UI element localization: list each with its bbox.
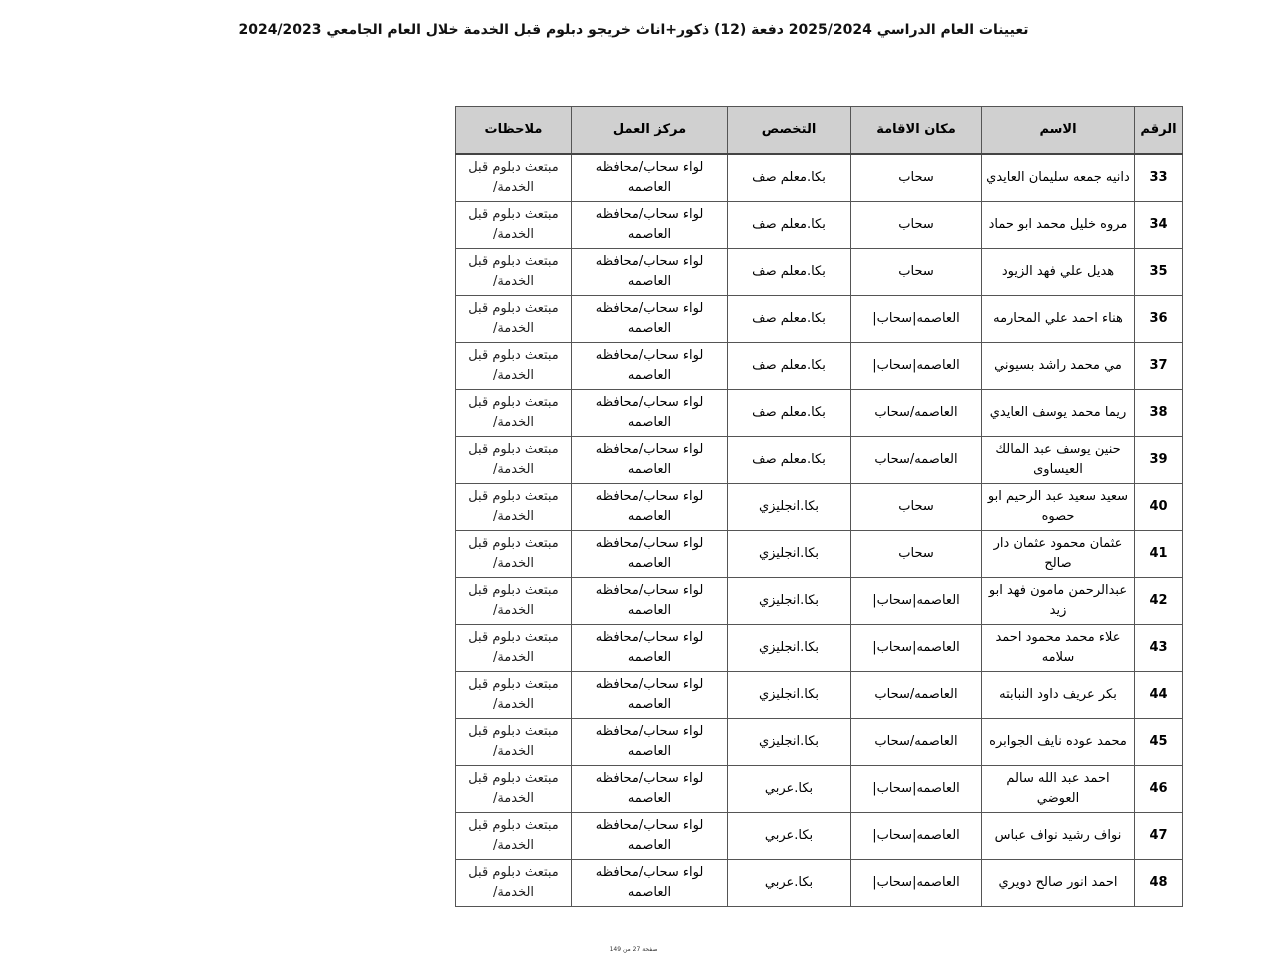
table-row <box>456 201 1183 248</box>
cell-residence: العاصمه|سحاب| <box>851 812 982 859</box>
cell-residence: العاصمه/سحاب <box>851 718 982 765</box>
cell-residence: سحاب <box>851 201 982 248</box>
cell-name: هناء احمد علي المحارمه <box>982 295 1135 342</box>
cell-notes: مبتعث دبلوم قبل الخدمة/ <box>456 812 572 859</box>
cell-specialty: بكا.انجليزي <box>728 483 851 530</box>
cell-notes: مبتعث دبلوم قبل الخدمة/ <box>456 577 572 624</box>
cell-specialty: بكا.معلم صف <box>728 295 851 342</box>
cell-notes: مبتعث دبلوم قبل الخدمة/ <box>456 859 572 906</box>
cell-specialty: بكا.معلم صف <box>728 154 851 201</box>
cell-notes: مبتعث دبلوم قبل الخدمة/ <box>456 295 572 342</box>
cell-specialty: بكا.معلم صف <box>728 201 851 248</box>
cell-notes: مبتعث دبلوم قبل الخدمة/ <box>456 436 572 483</box>
cell-workplace: لواء سحاب/محافظه العاصمه <box>572 812 728 859</box>
cell-workplace: لواء سحاب/محافظه العاصمه <box>572 201 728 248</box>
cell-workplace: لواء سحاب/محافظه العاصمه <box>572 295 728 342</box>
cell-specialty: بكا.عربي <box>728 812 851 859</box>
cell-residence: العاصمه|سحاب| <box>851 577 982 624</box>
cell-name: ريما محمد يوسف العايدي <box>982 389 1135 436</box>
cell-name: هديل علي فهد الزيود <box>982 248 1135 295</box>
cell-notes: مبتعث دبلوم قبل الخدمة/ <box>456 342 572 389</box>
cell-residence: العاصمه|سحاب| <box>851 624 982 671</box>
cell-specialty: بكا.معلم صف <box>728 389 851 436</box>
cell-workplace: لواء سحاب/محافظه العاصمه <box>572 718 728 765</box>
cell-notes: مبتعث دبلوم قبل الخدمة/ <box>456 248 572 295</box>
cell-name: عبدالرحمن مامون فهد ابو زيد <box>982 577 1135 624</box>
cell-num: 34 <box>1135 201 1183 248</box>
table-row <box>456 483 1183 530</box>
cell-workplace: لواء سحاب/محافظه العاصمه <box>572 859 728 906</box>
cell-notes: مبتعث دبلوم قبل الخدمة/ <box>456 765 572 812</box>
cell-specialty: بكا.انجليزي <box>728 530 851 577</box>
cell-name: عثمان محمود عثمان دار صالح <box>982 530 1135 577</box>
cell-name: بكر عريف داود النبابته <box>982 671 1135 718</box>
cell-notes: مبتعث دبلوم قبل الخدمة/ <box>456 671 572 718</box>
table-row <box>456 812 1183 859</box>
cell-workplace: لواء سحاب/محافظه العاصمه <box>572 436 728 483</box>
cell-specialty: بكا.عربي <box>728 859 851 906</box>
cell-workplace: لواء سحاب/محافظه العاصمه <box>572 154 728 201</box>
cell-residence: العاصمه|سحاب| <box>851 765 982 812</box>
cell-num: 40 <box>1135 483 1183 530</box>
cell-residence: العاصمه|سحاب| <box>851 342 982 389</box>
cell-name: احمد انور صالح دويري <box>982 859 1135 906</box>
cell-notes: مبتعث دبلوم قبل الخدمة/ <box>456 389 572 436</box>
cell-notes: مبتعث دبلوم قبل الخدمة/ <box>456 201 572 248</box>
cell-residence: سحاب <box>851 154 982 201</box>
cell-num: 47 <box>1135 812 1183 859</box>
cell-notes: مبتعث دبلوم قبل الخدمة/ <box>456 483 572 530</box>
cell-name: علاء محمد محمود احمد سلامه <box>982 624 1135 671</box>
cell-num: 39 <box>1135 436 1183 483</box>
table-row <box>456 248 1183 295</box>
cell-num: 33 <box>1135 154 1183 201</box>
cell-residence: العاصمه/سحاب <box>851 671 982 718</box>
table-row <box>456 530 1183 577</box>
cell-name: نواف رشيد نواف عباس <box>982 812 1135 859</box>
table-row <box>456 295 1183 342</box>
cell-specialty: بكا.معلم صف <box>728 248 851 295</box>
table-row <box>456 342 1183 389</box>
cell-num: 35 <box>1135 248 1183 295</box>
cell-specialty: بكا.انجليزي <box>728 671 851 718</box>
cell-specialty: بكا.انجليزي <box>728 577 851 624</box>
cell-residence: سحاب <box>851 248 982 295</box>
header-residence: مكان الاقامة <box>851 107 982 155</box>
table-row <box>456 765 1183 812</box>
table-row <box>456 389 1183 436</box>
cell-residence: العاصمه|سحاب| <box>851 859 982 906</box>
cell-specialty: بكا.معلم صف <box>728 436 851 483</box>
cell-specialty: بكا.انجليزي <box>728 718 851 765</box>
cell-num: 38 <box>1135 389 1183 436</box>
page-number: صفحة 27 من 149 <box>609 946 658 953</box>
table-row <box>456 577 1183 624</box>
table-row <box>456 718 1183 765</box>
cell-notes: مبتعث دبلوم قبل الخدمة/ <box>456 154 572 201</box>
cell-workplace: لواء سحاب/محافظه العاصمه <box>572 624 728 671</box>
cell-workplace: لواء سحاب/محافظه العاصمه <box>572 389 728 436</box>
table-row <box>456 671 1183 718</box>
cell-name: سعيد سعيد عبد الرحيم ابو حصوه <box>982 483 1135 530</box>
cell-workplace: لواء سحاب/محافظه العاصمه <box>572 342 728 389</box>
cell-workplace: لواء سحاب/محافظه العاصمه <box>572 483 728 530</box>
cell-num: 44 <box>1135 671 1183 718</box>
cell-residence: العاصمه/سحاب <box>851 436 982 483</box>
header-row <box>456 107 1183 155</box>
table-body <box>456 154 1183 906</box>
table-header <box>456 107 1183 155</box>
cell-residence: سحاب <box>851 483 982 530</box>
cell-name: احمد عبد الله سالم العوضي <box>982 765 1135 812</box>
appointments-table <box>455 106 1183 907</box>
cell-workplace: لواء سحاب/محافظه العاصمه <box>572 248 728 295</box>
cell-notes: مبتعث دبلوم قبل الخدمة/ <box>456 624 572 671</box>
cell-residence: سحاب <box>851 530 982 577</box>
document-title: تعيينات العام الدراسي 2025/2024 دفعة (12) ذكور+اناث خريجو دبلوم قبل الخدمة خلال العام الجامعي 2024/2023 <box>238 22 1029 38</box>
table-row <box>456 154 1183 201</box>
cell-num: 37 <box>1135 342 1183 389</box>
cell-specialty: بكا.عربي <box>728 765 851 812</box>
cell-num: 45 <box>1135 718 1183 765</box>
cell-workplace: لواء سحاب/محافظه العاصمه <box>572 577 728 624</box>
cell-notes: مبتعث دبلوم قبل الخدمة/ <box>456 718 572 765</box>
header-num: الرقم <box>1135 107 1183 155</box>
cell-num: 41 <box>1135 530 1183 577</box>
table-row <box>456 624 1183 671</box>
cell-specialty: بكا.معلم صف <box>728 342 851 389</box>
cell-name: دانيه جمعه سليمان العايدي <box>982 154 1135 201</box>
header-notes: ملاحظات <box>456 107 572 155</box>
cell-residence: العاصمه/سحاب <box>851 389 982 436</box>
cell-name: حنين يوسف عبد المالك العيساوى <box>982 436 1135 483</box>
cell-num: 36 <box>1135 295 1183 342</box>
cell-num: 48 <box>1135 859 1183 906</box>
header-specialty: التخصص <box>728 107 851 155</box>
cell-notes: مبتعث دبلوم قبل الخدمة/ <box>456 530 572 577</box>
cell-name: مروه خليل محمد ابو حماد <box>982 201 1135 248</box>
cell-name: محمد عوده نايف الجوابره <box>982 718 1135 765</box>
cell-workplace: لواء سحاب/محافظه العاصمه <box>572 671 728 718</box>
header-name: الاسم <box>982 107 1135 155</box>
cell-workplace: لواء سحاب/محافظه العاصمه <box>572 765 728 812</box>
cell-num: 46 <box>1135 765 1183 812</box>
table-row <box>456 436 1183 483</box>
cell-residence: العاصمه|سحاب| <box>851 295 982 342</box>
cell-specialty: بكا.انجليزي <box>728 624 851 671</box>
table-row <box>456 859 1183 906</box>
header-workplace: مركز العمل <box>572 107 728 155</box>
cell-workplace: لواء سحاب/محافظه العاصمه <box>572 530 728 577</box>
cell-num: 42 <box>1135 577 1183 624</box>
cell-num: 43 <box>1135 624 1183 671</box>
cell-name: مي محمد راشد بسيوني <box>982 342 1135 389</box>
